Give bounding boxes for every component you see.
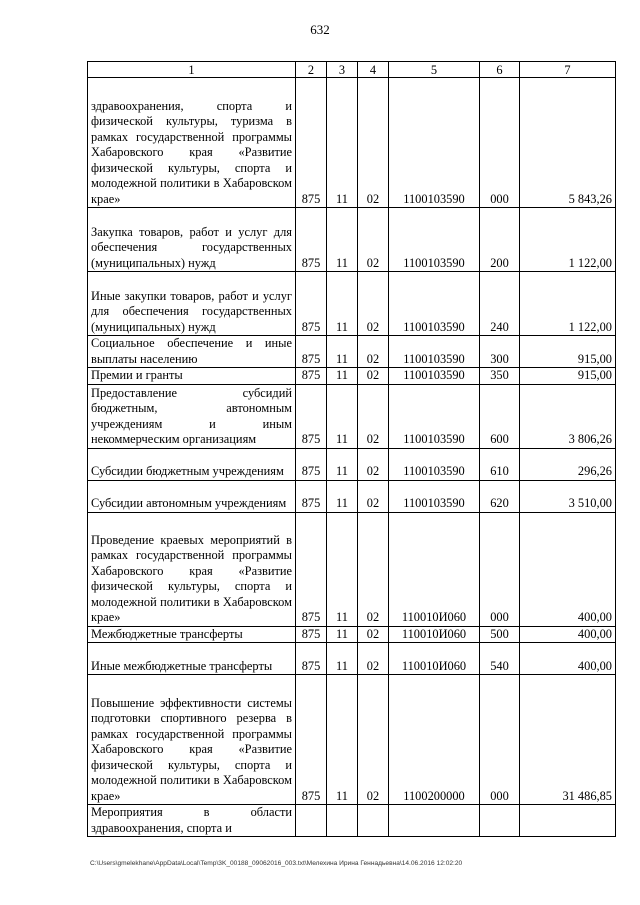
cell-code-2: 875 <box>296 384 327 448</box>
cell-code-4: 02 <box>358 626 389 643</box>
table-row <box>88 384 616 448</box>
row-description: Предоставление субсидий бюджетным, автономным учреждениям и иным некоммерческим организациям <box>88 384 296 448</box>
cell-code-3: 11 <box>327 368 358 385</box>
cell-code-5: 110010И060 <box>389 643 480 675</box>
table-row <box>88 78 616 208</box>
header-row <box>88 62 616 78</box>
cell-code-4: 02 <box>358 643 389 675</box>
cell-code-2: 875 <box>296 675 327 805</box>
cell-code-5: 1100103590 <box>389 208 480 272</box>
cell-code-5: 1100103590 <box>389 272 480 336</box>
column-header: 5 <box>389 62 480 78</box>
cell-code-6: 620 <box>480 480 520 512</box>
cell-amount: 915,00 <box>520 336 616 368</box>
budget-table <box>87 61 616 837</box>
row-description: Межбюджетные трансферты <box>88 626 296 643</box>
cell-amount: 400,00 <box>520 512 616 626</box>
cell-code-4 <box>358 805 389 837</box>
cell-code-6: 000 <box>480 78 520 208</box>
cell-code-5: 110010И060 <box>389 512 480 626</box>
cell-code-2: 875 <box>296 448 327 480</box>
cell-amount: 3 806,26 <box>520 384 616 448</box>
cell-amount: 5 843,26 <box>520 78 616 208</box>
cell-code-2: 875 <box>296 272 327 336</box>
cell-code-5: 1100103590 <box>389 336 480 368</box>
cell-code-2: 875 <box>296 368 327 385</box>
cell-code-4: 02 <box>358 480 389 512</box>
cell-code-6: 350 <box>480 368 520 385</box>
cell-code-3: 11 <box>327 208 358 272</box>
cell-code-2: 875 <box>296 512 327 626</box>
table-row <box>88 805 616 837</box>
cell-amount: 1 122,00 <box>520 208 616 272</box>
cell-code-6: 610 <box>480 448 520 480</box>
column-header: 2 <box>296 62 327 78</box>
cell-code-6: 000 <box>480 512 520 626</box>
page-number: 632 <box>310 22 330 37</box>
cell-code-3: 11 <box>327 384 358 448</box>
cell-code-2: 875 <box>296 78 327 208</box>
cell-code-2: 875 <box>296 643 327 675</box>
cell-code-5: 1100103590 <box>389 368 480 385</box>
cell-code-3: 11 <box>327 272 358 336</box>
cell-code-4: 02 <box>358 512 389 626</box>
row-description: здравоохранения, спорта и физической культуры, туризма в рамках государственной программы Хабаровского края «Развитие физической культуры, спорта и молодежной политики в Хабаровском крае» <box>88 78 296 208</box>
table-row <box>88 675 616 805</box>
cell-code-6: 200 <box>480 208 520 272</box>
cell-code-5: 1100103590 <box>389 480 480 512</box>
cell-code-4: 02 <box>358 448 389 480</box>
column-header: 3 <box>327 62 358 78</box>
cell-code-2 <box>296 805 327 837</box>
cell-code-6: 540 <box>480 643 520 675</box>
column-header: 1 <box>88 62 296 78</box>
cell-code-3: 11 <box>327 78 358 208</box>
cell-amount: 31 486,85 <box>520 675 616 805</box>
cell-amount: 915,00 <box>520 368 616 385</box>
cell-code-4: 02 <box>358 208 389 272</box>
cell-code-2: 875 <box>296 208 327 272</box>
table-row <box>88 626 616 643</box>
table-row <box>88 448 616 480</box>
row-description: Повышение эффективности системы подготовки спортивного резерва в рамках государственной программы Хабаровского края «Развитие физической культуры, спорта и молодежной политики в Хабаровском крае» <box>88 675 296 805</box>
cell-code-3: 11 <box>327 448 358 480</box>
table-row <box>88 643 616 675</box>
row-description: Премии и гранты <box>88 368 296 385</box>
cell-code-6: 300 <box>480 336 520 368</box>
cell-code-6: 600 <box>480 384 520 448</box>
cell-code-2: 875 <box>296 626 327 643</box>
table-row <box>88 512 616 626</box>
cell-code-4: 02 <box>358 272 389 336</box>
cell-code-3: 11 <box>327 626 358 643</box>
cell-code-2: 875 <box>296 480 327 512</box>
cell-amount: 3 510,00 <box>520 480 616 512</box>
row-description: Мероприятия в области здравоохранения, спорта и <box>88 805 296 837</box>
cell-code-6: 240 <box>480 272 520 336</box>
cell-code-5 <box>389 805 480 837</box>
cell-code-6 <box>480 805 520 837</box>
row-description: Иные закупки товаров, работ и услуг для обеспечения государственных (муниципальных) нужд <box>88 272 296 336</box>
table-row <box>88 368 616 385</box>
cell-amount <box>520 805 616 837</box>
cell-code-5: 1100103590 <box>389 448 480 480</box>
cell-code-3: 11 <box>327 480 358 512</box>
cell-code-5: 1100200000 <box>389 675 480 805</box>
table-row <box>88 336 616 368</box>
column-header: 6 <box>480 62 520 78</box>
cell-code-2: 875 <box>296 336 327 368</box>
cell-code-3: 11 <box>327 643 358 675</box>
cell-code-4: 02 <box>358 384 389 448</box>
cell-code-5: 110010И060 <box>389 626 480 643</box>
cell-code-5: 1100103590 <box>389 384 480 448</box>
cell-code-6: 500 <box>480 626 520 643</box>
row-description: Закупка товаров, работ и услуг для обеспечения государственных (муниципальных) нужд <box>88 208 296 272</box>
cell-amount: 400,00 <box>520 626 616 643</box>
cell-amount: 1 122,00 <box>520 272 616 336</box>
cell-code-3: 11 <box>327 512 358 626</box>
row-description: Социальное обеспечение и иные выплаты населению <box>88 336 296 368</box>
column-header: 4 <box>358 62 389 78</box>
row-description: Иные межбюджетные трансферты <box>88 643 296 675</box>
cell-code-4: 02 <box>358 336 389 368</box>
table-row <box>88 272 616 336</box>
cell-code-6: 000 <box>480 675 520 805</box>
table-row <box>88 208 616 272</box>
cell-code-3: 11 <box>327 336 358 368</box>
cell-code-4: 02 <box>358 78 389 208</box>
row-description: Субсидии автономным учреждениям <box>88 480 296 512</box>
row-description: Субсидии бюджетным учреждениям <box>88 448 296 480</box>
row-description: Проведение краевых мероприятий в рамках государственной программы Хабаровского края «Развитие физической культуры, спорта и молодежной политики в Хабаровском крае» <box>88 512 296 626</box>
cell-code-5: 1100103590 <box>389 78 480 208</box>
cell-amount: 296,26 <box>520 448 616 480</box>
table-row <box>88 480 616 512</box>
cell-code-3 <box>327 805 358 837</box>
cell-code-4: 02 <box>358 675 389 805</box>
cell-code-4: 02 <box>358 368 389 385</box>
cell-amount: 400,00 <box>520 643 616 675</box>
column-header: 7 <box>520 62 616 78</box>
cell-code-3: 11 <box>327 675 358 805</box>
footer-path: C:\Users\gmelekhane\AppData\Local\Temp\3K_00188_09062016_003.txt\Мелехина Ирина Геннадьевна\14.06.2016 12:02:20 <box>90 860 463 867</box>
